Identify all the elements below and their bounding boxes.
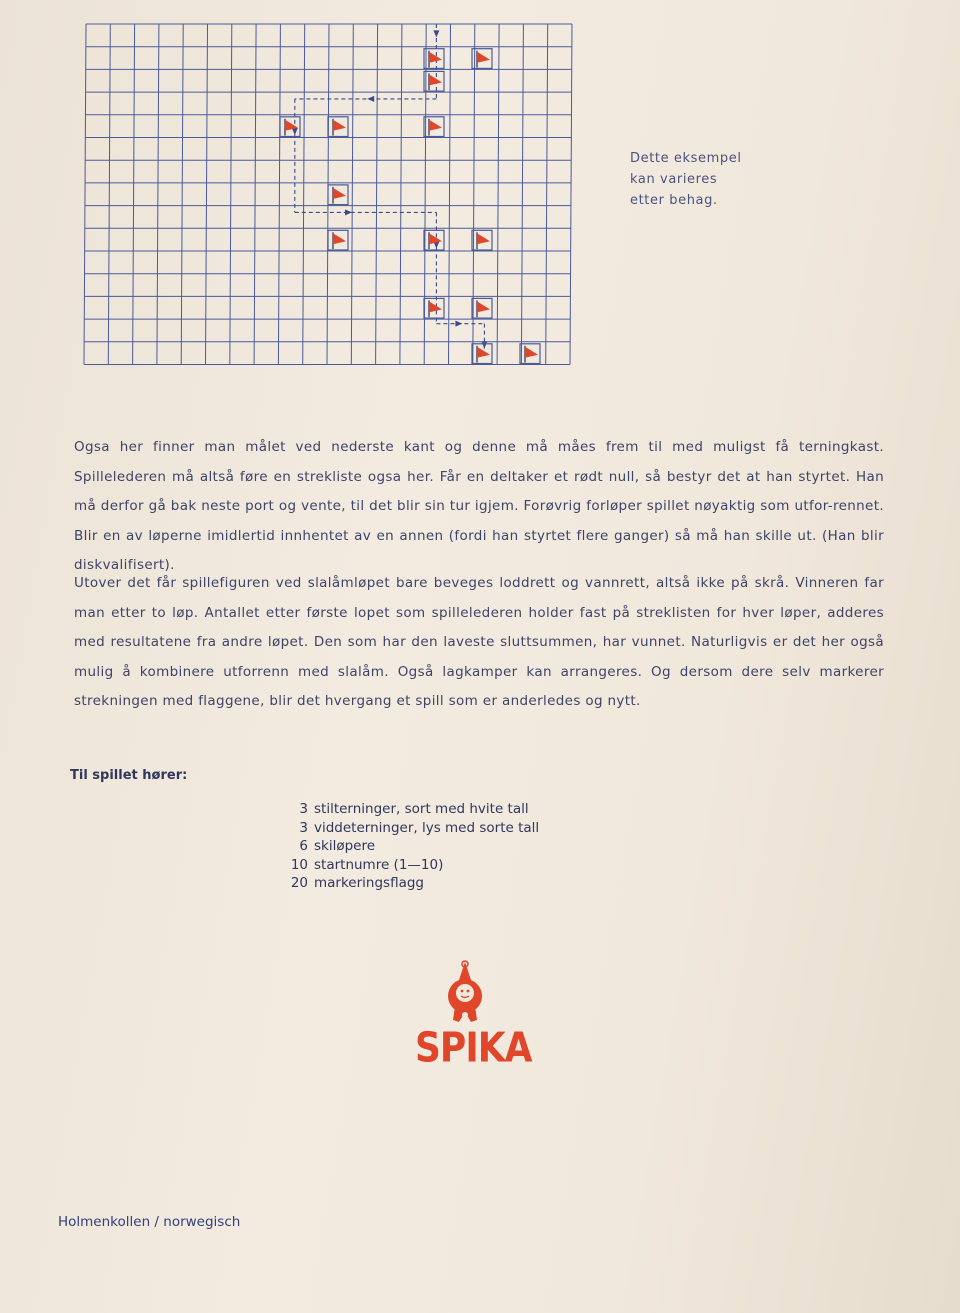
item-text: viddeterninger, lys med sorte tall bbox=[314, 819, 540, 836]
item-quantity: 6 bbox=[299, 838, 308, 854]
example-route bbox=[292, 24, 488, 355]
list-item bbox=[282, 837, 539, 856]
item-text: skiløpere bbox=[314, 838, 376, 854]
gate-flag-icon bbox=[424, 298, 444, 318]
list-item bbox=[282, 874, 539, 893]
item-quantity: 3 bbox=[299, 819, 308, 836]
gate-flag-icon bbox=[280, 117, 300, 137]
route-arrow bbox=[433, 30, 439, 37]
grid-line bbox=[254, 24, 256, 365]
grid-line bbox=[351, 24, 353, 365]
item-quantity: 3 bbox=[299, 801, 308, 817]
caption-line: Dette eksempel bbox=[630, 151, 742, 166]
gate-flag-icon bbox=[472, 344, 492, 364]
item-text: markeringsflagg bbox=[314, 875, 424, 891]
list-item bbox=[282, 800, 539, 819]
route-arrow bbox=[455, 321, 462, 327]
gate-flag-icon bbox=[328, 185, 348, 205]
item-text: startnumre (1—10) bbox=[314, 856, 444, 873]
contents-list bbox=[282, 800, 539, 893]
caption-line: kan varieres bbox=[630, 172, 718, 187]
grid-line bbox=[278, 24, 280, 365]
grid-line bbox=[570, 24, 572, 365]
spika-logo bbox=[415, 960, 532, 1073]
grid-line bbox=[108, 24, 110, 365]
grid-line bbox=[181, 24, 183, 365]
gate-flag-icon bbox=[424, 71, 444, 91]
gate-flag-icon bbox=[424, 117, 444, 137]
list-item bbox=[282, 819, 539, 838]
slalom-course-diagram bbox=[0, 0, 960, 400]
gate-flag-icon bbox=[328, 117, 348, 137]
route-arrow bbox=[345, 209, 352, 215]
item-quantity: 20 bbox=[290, 875, 308, 891]
grid-line bbox=[376, 24, 378, 365]
contents-heading: Til spillet hører: bbox=[70, 768, 188, 783]
grid-line bbox=[546, 24, 548, 365]
grid-line bbox=[84, 24, 86, 365]
gate-flag-icon bbox=[424, 230, 444, 250]
gate-flag-icon bbox=[424, 49, 444, 69]
item-text: stilterninger, sort med hvite tall bbox=[314, 801, 529, 817]
route-arrow bbox=[367, 96, 374, 102]
grid-line bbox=[206, 24, 208, 365]
rules-paragraph-1: Ogsa her finner man målet ved nederste kant og denne må måes frem til med muligst få terningkast. Spillelederen må altså føre en strekliste ogsa her. Får en deltaker et rødt null, så bestyr det at han styrtet. Han må derfor gå bak neste port og vente, til det blir sin tur igjem. Forøvrig forløper spillet nøyaktig som utfor-rennet. Blir en av løperne imidlertid innhentet av en annen (fordi han styrtet flere ganger) så må han skille ut. (Han blir diskvalifisert). bbox=[74, 439, 884, 573]
grid-line bbox=[473, 24, 475, 365]
grid-line bbox=[133, 24, 135, 365]
gate-flag-icon bbox=[520, 344, 540, 364]
gate-flag-icon bbox=[472, 230, 492, 250]
grid-line bbox=[400, 24, 402, 365]
grid-line bbox=[303, 24, 305, 365]
grid-line bbox=[497, 24, 499, 365]
rules-paragraph-2: Utover det får spillefiguren ved slalåmløpet bare beveges loddrett og vannrett, altså ikke på skrå. Vinneren far man etter to løp. Antallet etter første lopet som spillelederen holder fast på streklisten for hver løper, adderes med resultatene fra andre løpet. Den som har den laveste sluttsummen, har vunnet. Naturligvis er det her også mulig å kombinere utforrenn med slalåm. Også lagkamper kan arrangeres. Og dersom dere selv markerer strekningen med flaggene, blir det hvergang et spill som er anderledes og nytt. bbox=[74, 575, 884, 709]
caption-line: etter behag. bbox=[630, 193, 718, 208]
grid-line bbox=[521, 24, 523, 365]
grid-line bbox=[449, 24, 451, 365]
list-item bbox=[282, 856, 539, 875]
grid-line bbox=[157, 24, 159, 365]
brand-wordmark: SPIKA bbox=[415, 1024, 532, 1073]
route-arrow bbox=[481, 341, 487, 348]
diagram-caption bbox=[630, 148, 810, 211]
footer-label: Holmenkollen / norwegisch bbox=[58, 1214, 241, 1230]
gate-flag-icon bbox=[328, 230, 348, 250]
gate-flag-icon bbox=[472, 298, 492, 318]
gnome-mascot-icon bbox=[435, 960, 495, 1026]
grid-line bbox=[230, 24, 232, 365]
item-quantity: 10 bbox=[290, 856, 308, 873]
